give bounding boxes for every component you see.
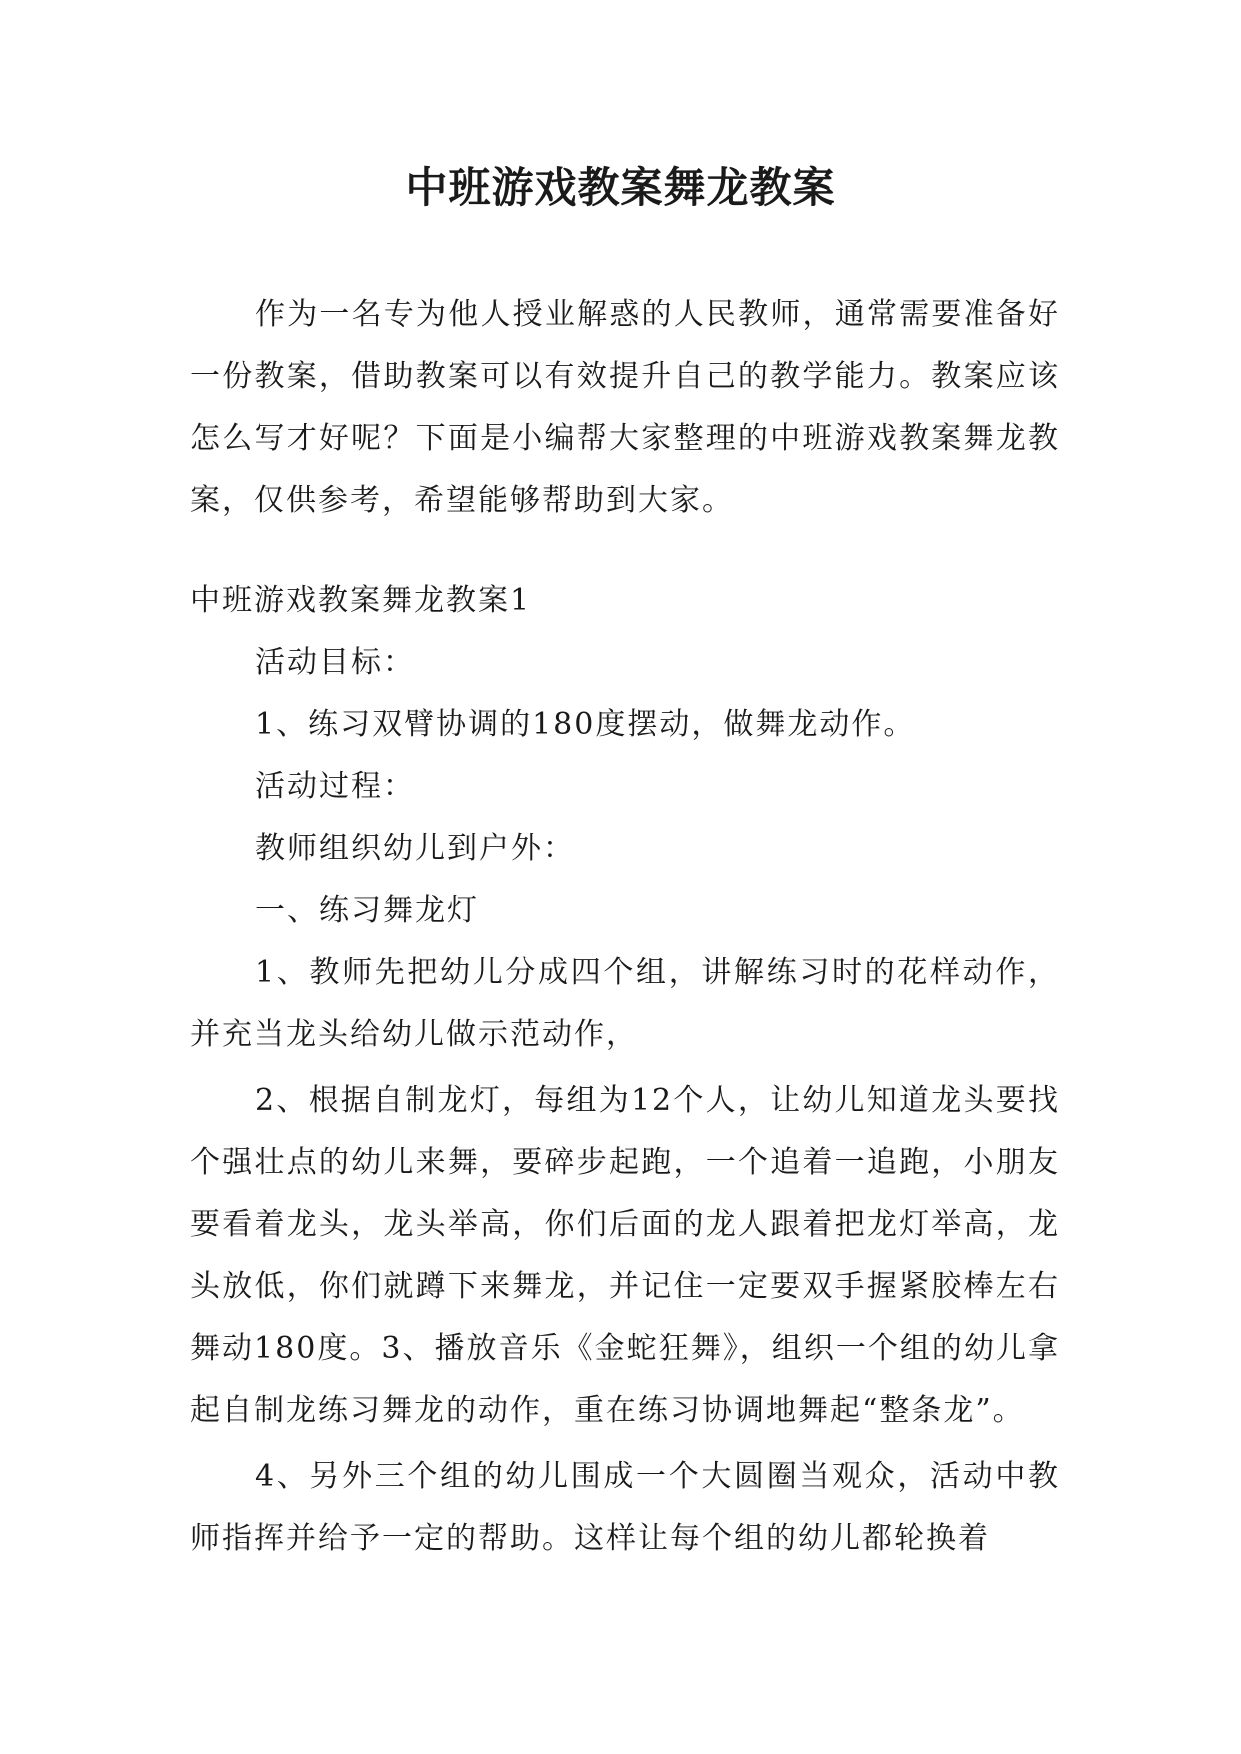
lesson-plan-section (190, 570, 1060, 1570)
paragraph-goal-1: 1、练习双臂协调的180度摆动，做舞龙动作。 (255, 707, 916, 742)
paragraph-step-1: 1、教师先把幼儿分成四个组，讲解练习时的花样动作，并充当龙头给幼儿做示范动作， (190, 955, 1060, 1052)
paragraph-outdoor: 教师组织幼儿到户外： (255, 831, 575, 866)
paragraph-process-label: 活动过程： (255, 769, 415, 804)
document-title: 中班游戏教案舞龙教案 (405, 163, 836, 212)
section-heading: 中班游戏教案舞龙教案1 (190, 583, 532, 618)
intro-paragraph: 作为一名专为他人授业解惑的人民教师，通常需要准备好一份教案，借助教案可以有效提升自己的教学能力。教案应该怎么写才好呢？下面是小编帮大家整理的中班游戏教案舞龙教案，仅供参考，希望能够帮助到大家。 (190, 297, 1060, 518)
paragraph-step-2: 2、根据自制龙灯，每组为12个人，让幼儿知道龙头要找个强壮点的幼儿来舞，要碎步起跑，一个追着一追跑，小朋友要看着龙头，龙头举高，你们后面的龙人跟着把龙灯举高，龙头放低，你们就蹲下来舞龙，并记住一定要双手握紧胶棒左右舞动180度。3、播放音乐《金蛇狂舞》，组织一个组的幼儿拿起自制龙练习舞龙的动作，重在练习协调地舞起“整条龙”。 (190, 1083, 1060, 1428)
paragraph-step-heading: 一、练习舞龙灯 (255, 893, 479, 928)
paragraph-goal-label: 活动目标： (255, 645, 415, 680)
paragraph-step-4: 4、另外三个组的幼儿围成一个大圆圈当观众，活动中教师指挥并给予一定的帮助。这样让每个组的幼儿都轮换着 (190, 1459, 1060, 1556)
